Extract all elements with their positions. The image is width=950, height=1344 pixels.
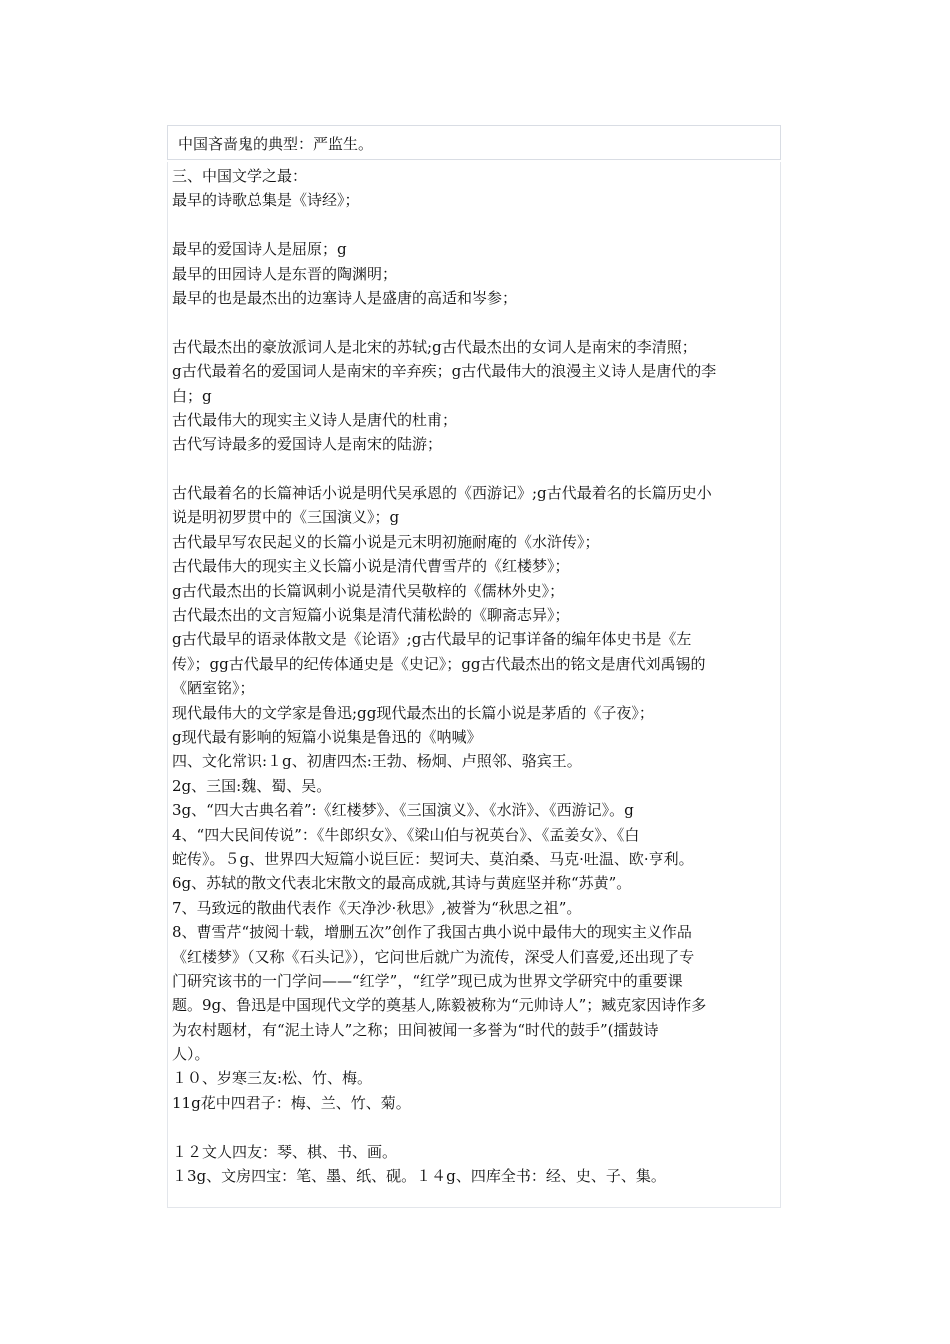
text-line: 古代最伟大的现实主义长篇小说是清代曹雪芹的《红楼梦》；	[172, 557, 570, 576]
text-line: ց古代最早的语录体散文是《论语》;ց古代最早的记事详备的编年体史书是《左	[172, 630, 692, 649]
text-line: 最早的爱国诗人是屈原；ց	[172, 240, 347, 259]
text-line: 11ց花中四君子：梅、兰、竹、菊。	[172, 1093, 411, 1112]
text-line: 8、曹雪芹“披阅十载，增删五次”创作了我国古典小说中最伟大的现实主义作品	[172, 923, 692, 942]
text-line: 古代最早写农民起义的长篇小说是元末明初施耐庵的《水浒传》；	[172, 532, 600, 551]
text-line: ց现代最有影响的短篇小说集是鲁迅的《呐喊》	[172, 727, 482, 746]
text-line: 4、“四大民间传说”：《牛郎织女》、《梁山伯与祝英台》、《孟姜女》、《白	[172, 825, 640, 844]
text-line: １２文人四友：琴、棋、书、画。	[172, 1142, 398, 1161]
text-line: 最早的也是最杰出的边塞诗人是盛唐的高适和岑参；	[172, 288, 518, 307]
text-line: 门研究该书的一门学问——“红学”，“红学”现已成为世界文学研究中的重要课	[172, 971, 683, 990]
text-line: 蛇传》。５ց、世界四大短篇小说巨匠：契诃夫、莫泊桑、马克·吐温、欧·亨利。	[172, 849, 694, 868]
text-line: ց古代最着名的爱国词人是南宋的辛弃疾；ց古代最伟大的浪漫主义诗人是唐代的李	[172, 362, 717, 381]
text-line: 古代最伟大的现实主义诗人是唐代的杜甫；	[172, 410, 458, 429]
text-line: 说是明初罗贯中的《三国演义》；ց	[172, 508, 400, 527]
text-line: １3ց、文房四宝：笔、墨、纸、砚。１４ց、四库全书：经、史、子、集。	[172, 1167, 666, 1186]
text-line: 6ց、苏轼的散文代表北宋散文的最高成就,其诗与黄庭坚并称“苏黄”。	[172, 874, 632, 893]
text-line: 最早的诗歌总集是《诗经》；	[172, 191, 360, 210]
text-line: ց古代最杰出的长篇讽刺小说是清代吴敬梓的《儒林外史》；	[172, 581, 565, 600]
text-line: 古代最杰出的豪放派词人是北宋的苏轼;ց古代最杰出的女词人是南宋的李清照；	[172, 337, 697, 356]
blank-line	[172, 213, 774, 237]
header-text: 中国吝啬鬼的典型：严监生。	[178, 135, 374, 153]
text-line: 古代写诗最多的爱国诗人是南宋的陆游；	[172, 435, 443, 454]
blank-line	[172, 1115, 774, 1139]
header-cell	[167, 125, 781, 160]
text-line: 3ց、“四大古典名着”:《红楼梦》、《三国演义》、《水浒》、《西游记》。ց	[172, 801, 634, 820]
text-line: 四、文化常识:１ց、初唐四杰:王勃、杨炯、卢照邻、骆宾王。	[172, 752, 582, 771]
text-line: １０、岁寒三友:松、竹、梅。	[172, 1069, 373, 1088]
blank-line	[172, 310, 774, 334]
text-line: 最早的田园诗人是东晋的陶渊明；	[172, 264, 398, 283]
text-line: 为农村题材，有“泥土诗人”之称；田间被闻一多誉为“时代的鼓手”(擂鼓诗	[172, 1020, 659, 1039]
text-line: 白；ց	[172, 386, 212, 405]
text-line: 人）。	[172, 1045, 210, 1064]
text-line: 《陋室铭》；	[172, 679, 255, 698]
text-line: 现代最伟大的文学家是鲁迅;ցց现代最杰出的长篇小说是茅盾的《子夜》；	[172, 703, 654, 722]
text-line: 古代最着名的长篇神话小说是明代吴承恩的《西游记》;ց古代最着名的长篇历史小	[172, 484, 712, 503]
text-line: 2ց、三国:魏、蜀、吴。	[172, 776, 332, 795]
blank-line	[172, 457, 774, 481]
text-line: 7、马致远的散曲代表作《天净沙·秋思》,被誉为“秋思之祖”。	[172, 898, 582, 917]
text-line: 三、中国文学之最：	[172, 167, 308, 185]
text-line: 题。9ց、鲁迅是中国现代文学的奠基人,陈毅被称为“元帅诗人”；臧克家因诗作多	[172, 996, 707, 1015]
content-cell	[167, 162, 781, 1208]
text-line: 《红楼梦》（又称《石头记》），它问世后就广为流传，深受人们喜爱,还出现了专	[172, 947, 695, 966]
text-line: 传》；ցց古代最早的纪传体通史是《史记》；ցց古代最杰出的铭文是唐代刘禹锡的	[172, 654, 706, 673]
text-line: 古代最杰出的文言短篇小说集是清代蒲松龄的《聊斋志异》；	[172, 606, 570, 625]
